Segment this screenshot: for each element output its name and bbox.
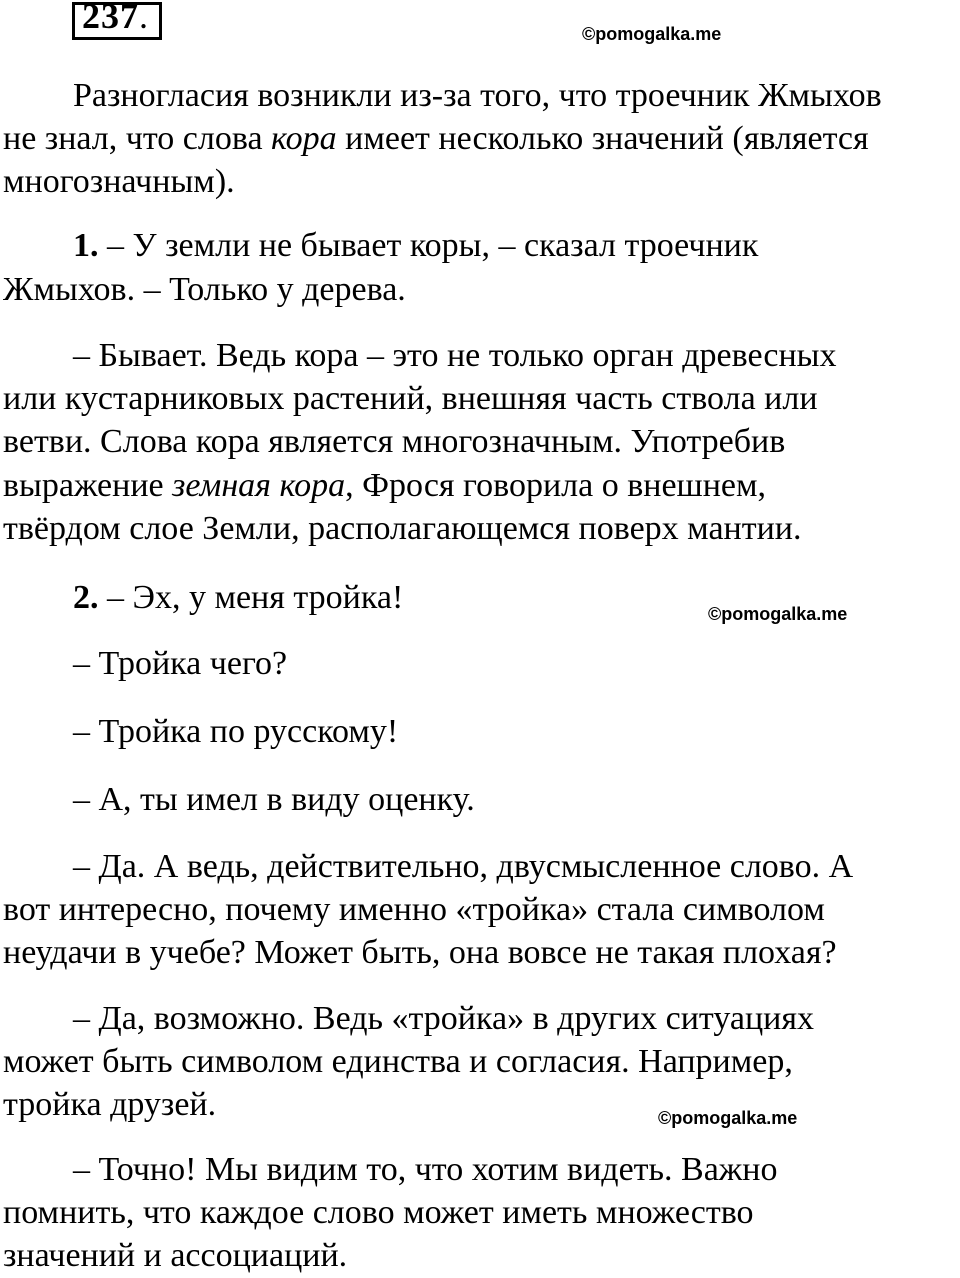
exercise-number-digits: 237 xyxy=(82,0,139,36)
paragraph-3-line-2: или кустарниковых растений, внешняя часть ствола или xyxy=(3,380,818,417)
paragraph-5: – Тройка чего? xyxy=(73,645,288,682)
paragraph-3-line-4 xyxy=(3,464,766,508)
p3-l4-b: , Фрося говорила о внешнем, xyxy=(345,467,767,504)
paragraph-1-line-3: многозначным). xyxy=(3,163,235,200)
paragraph-7: – А, ты имел в виду оценку. xyxy=(73,781,475,818)
paragraph-2-line-2: Жмыхов. – Только у дерева. xyxy=(3,271,406,308)
p3-l4-a: выражение xyxy=(3,467,173,504)
watermark-middle: ©pomogalka.me xyxy=(708,604,848,624)
p1-l2-italic: кора xyxy=(271,120,337,157)
item-number-1: 1. xyxy=(73,227,99,264)
paragraph-2-line-1 xyxy=(73,224,758,268)
exercise-number xyxy=(82,0,149,38)
paragraph-1-line-2 xyxy=(3,117,869,161)
paragraph-8-line-3: неудачи в учебе? Может быть, она вовсе не такая плохая? xyxy=(3,934,837,971)
paragraph-1-line-1: Разногласия возникли из-за того, что троечник Жмыхов xyxy=(73,77,882,114)
paragraph-10-line-2: помнить, что каждое слово может иметь множество xyxy=(3,1194,754,1231)
exercise-number-dot: . xyxy=(139,0,149,36)
paragraph-9-line-1: – Да, возможно. Ведь «тройка» в других ситуациях xyxy=(73,1000,815,1037)
paragraph-10-line-3: значений и ассоциаций. xyxy=(3,1237,348,1274)
paragraph-4-line-1 xyxy=(73,576,403,620)
p4-l1-text: – Эх, у меня тройка! xyxy=(98,579,404,616)
paragraph-3-line-3: ветви. Слова кора является многозначным. Употребив xyxy=(3,423,786,460)
paragraph-3-line-1: – Бывает. Ведь кора – это не только орган древесных xyxy=(73,337,837,374)
paragraph-9-line-2: может быть символом единства и согласия. Например, xyxy=(3,1043,793,1080)
watermark-top: ©pomogalka.me xyxy=(582,24,722,44)
p3-l4-italic: земная кора xyxy=(172,467,346,504)
paragraph-8-line-2: вот интересно, почему именно «тройка» стала символом xyxy=(3,891,825,928)
paragraph-9-line-3: тройка друзей. xyxy=(3,1086,217,1123)
p1-l2-b: имеет несколько значений (является xyxy=(336,120,869,157)
paragraph-10-line-1: – Точно! Мы видим то, что хотим видеть. Важно xyxy=(73,1151,778,1188)
paragraph-3-line-5: твёрдом слое Земли, располагающемся поверх мантии. xyxy=(3,510,802,547)
paragraph-8-line-1: – Да. А ведь, действительно, двусмысленное слово. А xyxy=(73,848,854,885)
p2-l1-text: – У земли не бывает коры, – сказал троечник xyxy=(98,227,759,264)
watermark-bottom: ©pomogalka.me xyxy=(658,1108,798,1128)
item-number-2: 2. xyxy=(73,579,99,616)
p1-l2-a: не знал, что слова xyxy=(3,120,272,157)
paragraph-6: – Тройка по русскому! xyxy=(73,713,399,750)
